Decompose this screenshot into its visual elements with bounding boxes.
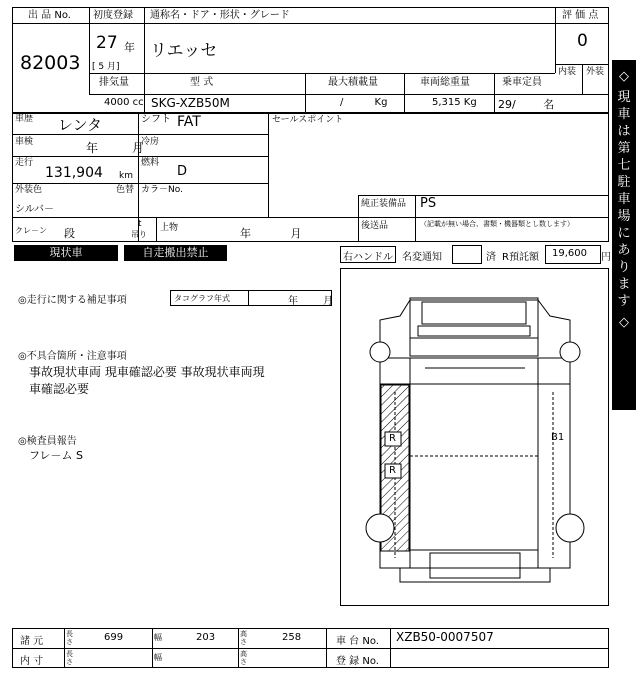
inner-length-label: 長さ (66, 650, 73, 666)
rhd-label: 右ハンドル (343, 252, 393, 263)
inspector-label: ◎検査員報告 (18, 436, 77, 447)
exterior-label: 外装 (586, 67, 605, 77)
damage-mark-r2: R (389, 465, 396, 476)
capacity-label: 乗車定員 (502, 77, 542, 88)
inner-height-label: 高さ (240, 650, 247, 666)
first-reg-label: 初度登録 (93, 10, 133, 21)
length-value: 699 (104, 632, 124, 643)
mileage-label: 走行 (15, 158, 34, 168)
crane-stage: 段 (64, 227, 75, 240)
shift-label: シフト (141, 114, 171, 125)
height-label: 高さ (240, 630, 247, 646)
reg-year: 27 (96, 33, 118, 53)
side-banner-char: 車 (617, 192, 631, 207)
fuel-label: 燃料 (141, 158, 160, 168)
capacity-value: 29/ 名 (498, 98, 555, 111)
lot-label: 出 品 No. (28, 10, 71, 21)
ext-color-label: 外装色 (15, 185, 43, 195)
height-value: 258 (282, 632, 302, 643)
genuine-label: 純正装備品 (361, 199, 407, 209)
defect-text-1: 事故現状車両 現車確認必要 事故現状車両現 (29, 365, 265, 379)
side-banner-char: に (617, 226, 631, 241)
crane-lift: 吊り (131, 230, 147, 239)
score-label: 評 価 点 (562, 10, 599, 21)
color-change-label: 色替 (116, 185, 135, 195)
selling-points-label: セールスポイント (272, 115, 344, 125)
displacement-value: 4000 cc (104, 97, 144, 108)
name-label: 通称名・ドア・形状・グレード (150, 10, 290, 21)
aftermarket-note: （記載が無い場合、書類・機器類とし数します） (420, 220, 574, 228)
history-label: 車歴 (15, 114, 34, 124)
mileage-unit: km (119, 171, 133, 181)
reg-no-label: 登 録 No. (336, 656, 379, 667)
ext-color-value: シルバ－ (15, 204, 55, 215)
inspection-label: 車検 (15, 137, 34, 147)
bus-outline-diagram (340, 268, 609, 606)
name-change-checkbox (452, 245, 482, 264)
max-load-value: / Kg (340, 97, 388, 108)
deposit-value: 19,600 (552, 248, 587, 259)
length-label: 長さ (66, 630, 73, 646)
side-banner-char: 現 (617, 90, 631, 105)
side-banner-char: あ (617, 243, 631, 258)
side-banner-char: す (617, 294, 631, 309)
side-banner (612, 60, 636, 410)
gross-weight-label: 車両総重量 (420, 77, 470, 88)
side-banner-char: 七 (617, 158, 631, 173)
yen-label: 円 (601, 252, 611, 263)
width-value: 203 (196, 632, 216, 643)
chassis-value: XZB50-0007507 (396, 630, 494, 644)
lot-number: 82003 (20, 52, 81, 74)
model-label: 型 式 (190, 77, 214, 88)
side-banner-char: ま (617, 277, 631, 292)
defect-label: ◎不具合箇所・注意事項 (18, 351, 127, 362)
specs-label: 諸 元 (20, 636, 44, 647)
reg-month: [ 5 月] (92, 62, 120, 72)
inspection-value: 年 月 (86, 141, 144, 155)
tacho-label: タコグラフ年式 (174, 294, 230, 303)
ac-label: 冷房 (141, 137, 160, 147)
self-drive-ban-badge: 自走搬出禁止 (124, 245, 227, 261)
damage-mark-r1: R (389, 433, 396, 444)
upper-value: 年 月 (240, 227, 302, 240)
history-value: レンタ (58, 116, 103, 134)
fuel-value: D (177, 164, 188, 179)
gross-weight-value: 5,315 Kg (432, 97, 477, 108)
upper-label: 上物 (160, 223, 179, 233)
car-name: リエッセ (150, 41, 218, 61)
inner-width-label: 幅 (154, 653, 162, 662)
defect-text-2: 車確認必要 (29, 382, 90, 396)
inner-label: 内 寸 (20, 656, 44, 667)
aftermarket-label: 後送品 (361, 221, 389, 231)
side-banner-char: ◇ (619, 315, 629, 330)
genuine-value: PS (420, 196, 437, 211)
side-banner-char: 車 (617, 107, 631, 122)
side-banner-char: は (617, 124, 631, 139)
interior-label: 内装 (558, 67, 577, 77)
current-car-badge: 現状車 (14, 245, 118, 261)
mileage-value: 131,904 (45, 165, 103, 181)
side-banner-char: 場 (617, 209, 631, 224)
score-value: 0 (577, 31, 588, 51)
chassis-label: 車 台 No. (336, 636, 379, 647)
reg-year-unit: 年 (124, 41, 135, 54)
side-banner-char: 駐 (617, 175, 631, 190)
damage-mark-b1: B1 (551, 432, 565, 443)
paid-label: 済 (486, 252, 496, 263)
color-no-label: カラ－No. (141, 185, 183, 195)
crane-label: クレ－ン (15, 226, 47, 235)
deposit-label: R預託額 (502, 252, 539, 263)
name-change-label: 名変通知 (402, 252, 442, 263)
tacho-value: 年 月 (288, 296, 334, 307)
travel-label: ◎走行に関する補足事項 (18, 295, 127, 306)
side-banner-char: り (617, 260, 631, 275)
side-banner-char: 第 (617, 141, 631, 156)
model-value: SKG-XZB50M (151, 96, 230, 110)
inspector-text: フレ－ム S (29, 449, 84, 462)
side-banner-char: ◇ (619, 69, 629, 84)
max-load-label: 最大積載量 (328, 77, 378, 88)
crane-ton: t (138, 219, 142, 229)
width-label: 幅 (154, 633, 162, 642)
shift-value: FAT (177, 114, 201, 130)
displacement-label: 排気量 (99, 77, 129, 88)
